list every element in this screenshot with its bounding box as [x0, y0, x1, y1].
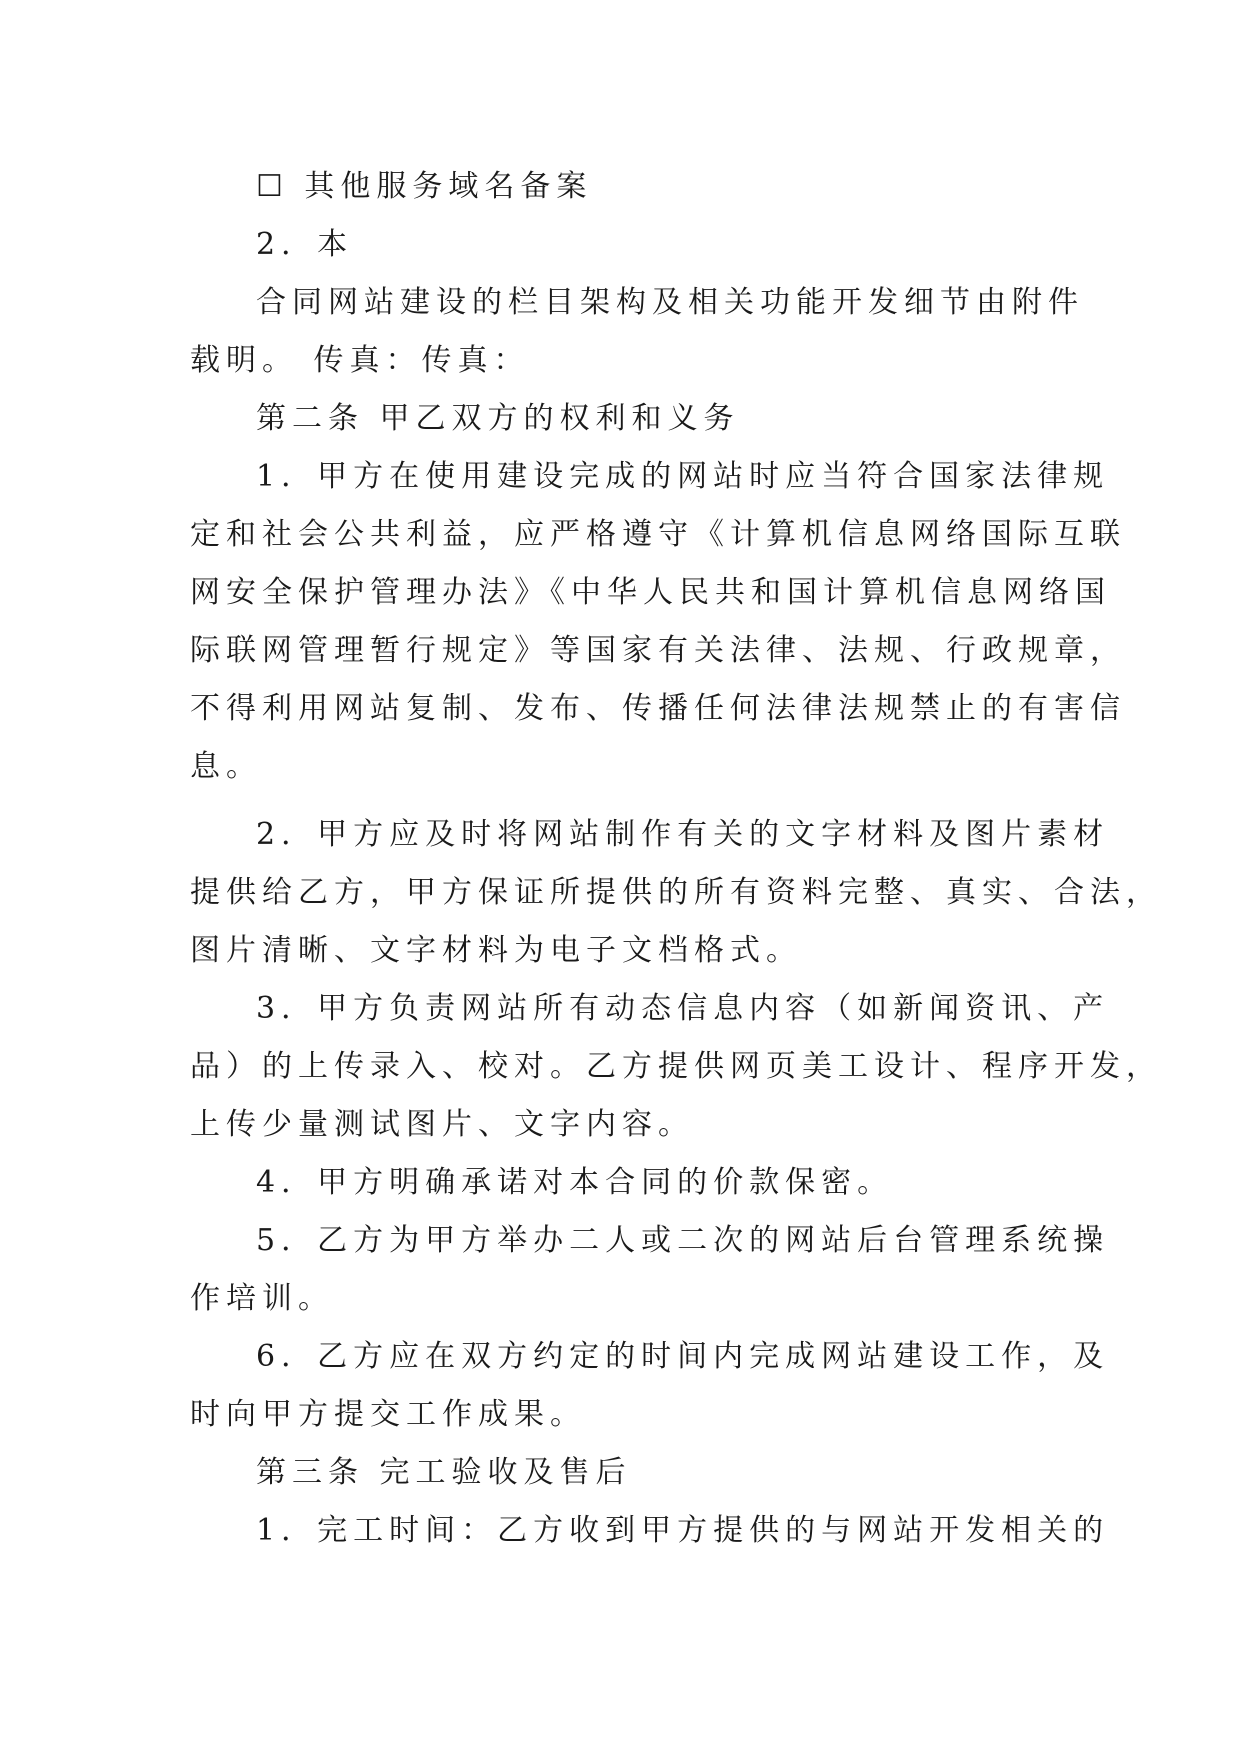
paragraph-line: 时向甲方提交工作成果。: [190, 1397, 586, 1432]
document-body: [190, 158, 1162, 1560]
paragraph-line: 4．甲方明确承诺对本合同的价款保密。: [256, 1165, 894, 1200]
paragraph-line: 载明。 传真：传真：: [190, 343, 530, 378]
paragraph-line: 1．甲方在使用建设完成的网站时应当符合国家法律规: [256, 459, 1110, 494]
paragraph-line: 合同网站建设的栏目架构及相关功能开发细节由附件: [256, 285, 1084, 320]
paragraph-line: 图片清晰、文字材料为电子文档格式。: [190, 933, 802, 968]
paragraph-line: 5．乙方为甲方举办二人或二次的网站后台管理系统操: [256, 1223, 1110, 1258]
paragraph-line: 不得利用网站复制、发布、传播任何法律法规禁止的有害信: [190, 691, 1126, 726]
paragraph-line: 网安全保护管理办法》《中华人民共和国计算机信息网络国: [190, 575, 1111, 610]
paragraph-line: 2．本: [256, 227, 354, 262]
paragraph-line: 3．甲方负责网站所有动态信息内容（如新闻资讯、产: [256, 991, 1110, 1026]
paragraph-line: 提供给乙方，甲方保证所提供的所有资料完整、真实、合法，: [190, 875, 1162, 910]
paragraph-line: 作培训。: [190, 1281, 334, 1316]
paragraph-line: 息。: [190, 749, 262, 784]
section-heading: 第三条 完工验收及售后: [256, 1455, 632, 1490]
section-heading: 第二条 甲乙双方的权利和义务: [256, 401, 740, 436]
paragraph-line: 际联网管理暂行规定》等国家有关法律、法规、行政规章，: [190, 633, 1126, 668]
paragraph-line: 2．甲方应及时将网站制作有关的文字材料及图片素材: [256, 817, 1110, 852]
paragraph-line: 上传少量测试图片、文字内容。: [190, 1107, 694, 1142]
paragraph-line: 6．乙方应在双方约定的时间内完成网站建设工作，及: [256, 1339, 1110, 1374]
paragraph-gap: [190, 796, 1070, 806]
checkbox-line: ☐ 其他服务域名备案: [256, 169, 593, 204]
paragraph-line: 1．完工时间：乙方收到甲方提供的与网站开发相关的: [256, 1513, 1110, 1548]
paragraph-line: 品）的上传录入、校对。乙方提供网页美工设计、程序开发，: [190, 1049, 1162, 1084]
paragraph-line: 定和社会公共利益，应严格遵守《计算机信息网络国际互联: [190, 517, 1126, 552]
